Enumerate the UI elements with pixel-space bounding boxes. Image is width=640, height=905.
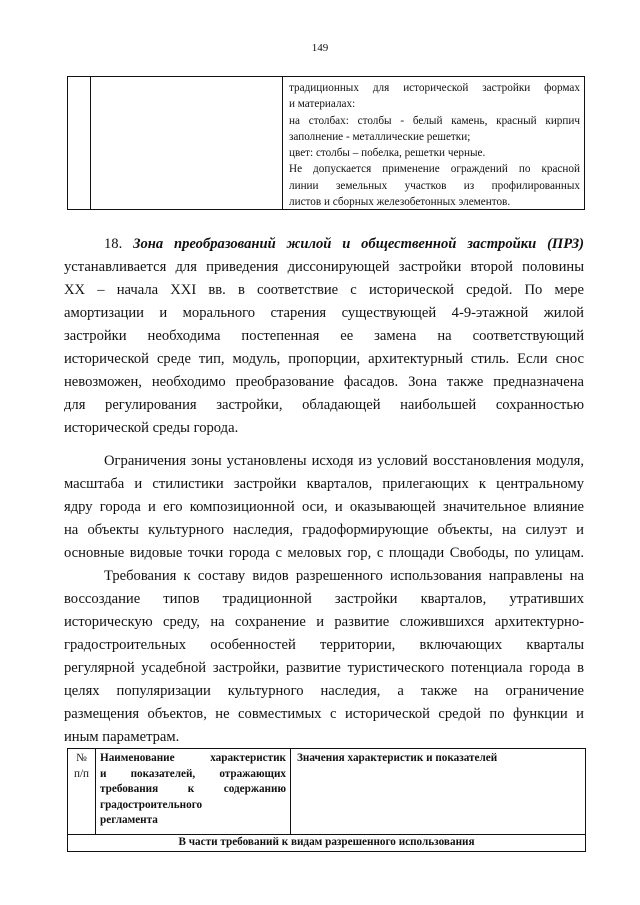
text-line: исторической среды города. — [64, 420, 239, 436]
section-title: Зона преобразований жилой и общественной застройки (ПРЗ) — [133, 236, 584, 252]
main-text — [64, 233, 584, 749]
header-number — [68, 749, 96, 834]
header-name — [96, 749, 291, 834]
text-line: регулярной усадебной застройки, развитие туристического потенциала города в — [64, 660, 584, 676]
text-line: невозможен, необходимо преобразование фасадов. Зона также предназначена — [64, 374, 584, 390]
text-line: Ограничения зоны установлены исходя из условий восстановления модуля, — [104, 453, 584, 469]
header-name-line: требования к содержанию — [100, 783, 286, 795]
header-name-line: Наименование характеристик — [100, 752, 286, 764]
text-line: ядру города и его композиционной оси, и оказывающей значительное влияние — [64, 499, 584, 515]
text-line: масштаба и стилистики застройки кварталов, прилегающих к центральному — [64, 476, 584, 492]
table-cell-name — [90, 77, 283, 209]
text-line: Требования к составу видов разрешенного использования направлены на — [104, 568, 584, 584]
text-line: воссоздание типов традиционной застройки кварталов, утративших — [64, 591, 584, 607]
text-line: историческую среду, на сохранение и развитие сложившихся архитектурно- — [64, 614, 584, 630]
header-name-line: регламента — [100, 814, 158, 826]
header-values: Значения характеристик и показателей — [297, 752, 498, 764]
requirements-table — [67, 748, 586, 852]
header-name-line: и показателей, отражающих — [100, 767, 286, 780]
header-name-line: градостроительного — [100, 798, 203, 811]
text-line: основные видовые точки города с меловых гор, с площади Свободы, по улицам. — [64, 545, 584, 561]
section-number: 18. — [104, 236, 123, 252]
table-text-line: Не допускается применение ограждений по красной — [289, 163, 580, 176]
table-text-line: листов и сборных железобетонных элементов. — [289, 196, 511, 209]
header-number-sign: № — [76, 752, 87, 764]
text-line: XX – начала XXI вв. в соответствие с исторической средой. По мере — [64, 282, 584, 298]
text-line: застройки необходима постепенная ее замена на соответствующий — [64, 328, 584, 344]
text-line: градостроительных особенностей территории, включающих кварталы — [64, 637, 584, 653]
text-line: целях популяризации культурного наследия, а также на ограничение — [64, 683, 584, 699]
text-line: для регулирования застройки, обладающей наибольшей сохранностью — [64, 397, 584, 413]
table-text-line: и материалах: — [289, 98, 356, 111]
table-cell-number — [68, 77, 91, 209]
table-text-line: линии земельных участков из профилированных — [289, 179, 580, 192]
text-line: амортизации и морального старения существующей 4-9-этажной жилой — [64, 305, 584, 321]
text-line: на объекты культурного наследия, градоформирующие объекты, на силуэт и — [64, 522, 584, 538]
page-number: 149 — [311, 42, 329, 54]
section-heading — [64, 233, 584, 256]
text-line: исторической среде тип, модуль, пропорции, архитектурный стиль. Если снос — [64, 351, 584, 367]
table-text-line: цвет: столбы – побелка, решетки черные. — [289, 147, 486, 160]
section-row: В части требований к видам разрешенного использования — [178, 836, 475, 848]
table-cell-values — [289, 80, 580, 210]
table-text-line: на столбах: столбы - белый камень, красный кирпич — [289, 114, 580, 127]
continued-table — [67, 76, 585, 210]
text-line: размещения объектов, не совместимых с исторической средой по функции и — [64, 706, 584, 722]
table-text-line: традиционных для исторической застройки формах — [289, 82, 580, 94]
header-number-abbr: п/п — [73, 767, 90, 780]
table-header-row — [68, 749, 585, 835]
table-text-line: заполнение - металлические решетки; — [289, 130, 471, 143]
text-line: иным параметрам. — [64, 729, 180, 745]
text-line: устанавливается для приведения диссонирующей застройки второй половины — [64, 259, 584, 275]
